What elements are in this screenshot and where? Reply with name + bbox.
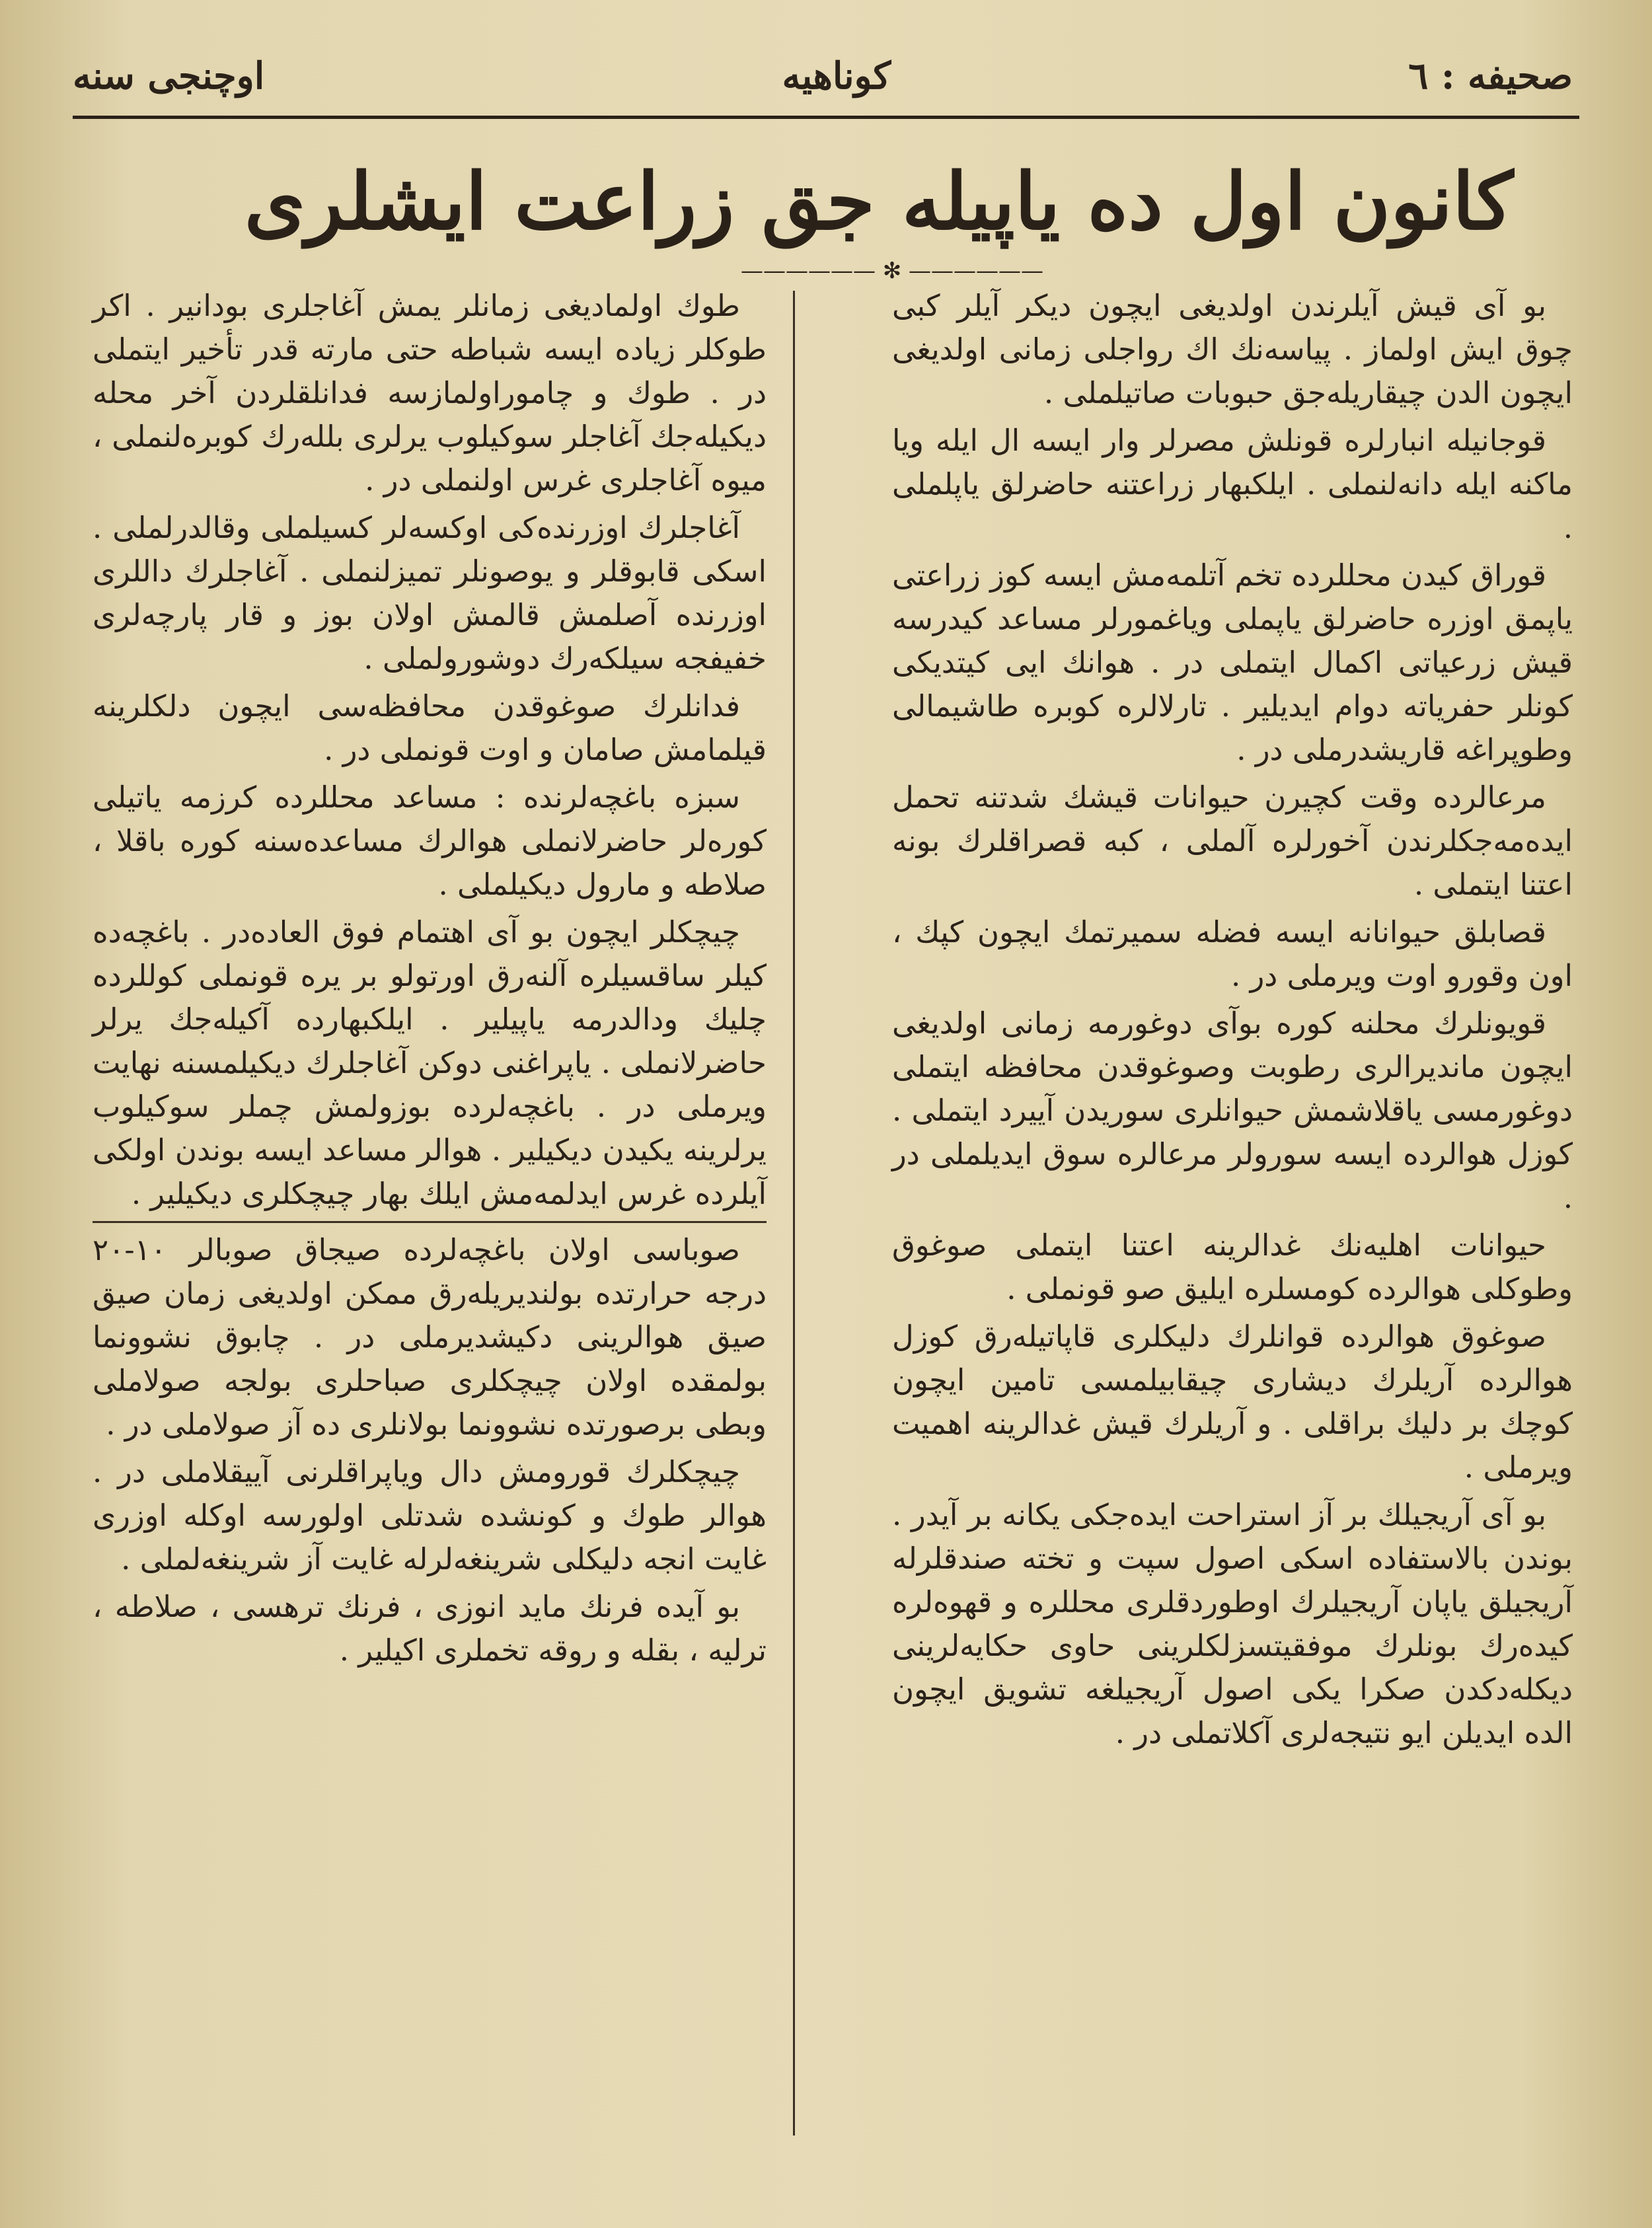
paragraph: سبزه باغچه‌لرنده : مساعد محللرده کرزمه یاتیلی کوره‌لر حاضرلانملی هوالرك مساعده‌سنه کوره باقلا ، صلاطه و مارول دیکیلملی . xyxy=(93,780,767,902)
paragraph: طوك اولمادیغی زمانلر یمش آغاجلری بودانیر . اکر طوکلر زیاده ایسه شباطه حتی مارته قدر تأخیر ایتملی در . طوك و چاموراولمازسه فدانلقلردن آخر محله دیکیله‌جك آغاجلر سوکیلوب یرلری بلله‌رك کوبره‌لنملی ، میوه آغاجلری غرس اولنملی در . xyxy=(93,288,767,498)
paragraph: حیوانات اهلیه‌نك غدالرینه اعتنا ایتملی صوغوق وطوکلی هوالرده کومسلره ایلیق صو قونملی . xyxy=(892,1228,1573,1306)
paragraph: بو آی قیش آیلرندن اولدیغی ایچون دیکر آیلر کبی چوق ایش اولماز . پیاسه‌نك اك رواجلی زمانی اولدیغی ایچون الدن چیقاریله‌جق حبوبات صاتیلملی . xyxy=(892,288,1573,410)
column-divider xyxy=(793,291,795,2135)
paragraph: صوغوق هوالرده قوانلرك دلیکلری قاپاتیله‌رق کوزل هوالرده آریلرك دیشاری چیقابیلمسی تامین ایچون کوچك بر دلیك براقلی . و آریلرك قیش غدالرینه اهمیت ویرملی . xyxy=(892,1319,1573,1485)
running-header xyxy=(73,46,1573,106)
paragraph: آغاجلرك اوزرنده‌کی اوکسه‌لر کسیلملی وقالدرلملی . اسکی قابوقلر و یوصونلر تمیزلنملی . آغاجلرك داللری اوزرنده آصلمش قالمش اولان بوز و قار پارچه‌لری خفیفجه سیلکه‌رك دوشورولملی . xyxy=(93,510,767,676)
right-column xyxy=(892,284,1573,2149)
publication-name: کوناهیه xyxy=(782,54,891,98)
paragraph: مرعالرده وقت کچیرن حیوانات قیشك شدتنه تحمل ایده‌مه‌جکلرندن آخورلره آلملی ، کبه قصراقلرك بونه اعتنا ایتملی . xyxy=(892,780,1573,902)
paragraph: صوباسی اولان باغچه‌لرده صیجاق صوبالر ١٠-٢٠ درجه حرارتده بولندیریله‌رق ممکن اولدیغی زمان صیق صیق هوالرینی دکیشدیرملی در . چابوق نشوونما بولمقده اولان چیچکلری صباحلری بولجه صولاملی وبطی برصورتده نشوونما بولانلری ده آز صولاملی در . xyxy=(93,1232,767,1442)
left-column xyxy=(93,284,767,2149)
header-rule xyxy=(73,116,1579,119)
ornament-divider: —————— ✻ —————— xyxy=(740,258,1044,284)
article-headline: کانون اول ده یاپیله جق زراعت ایشلری xyxy=(244,155,1514,247)
page-number: صحیفه : ٦ xyxy=(1408,54,1573,98)
paragraph: قوراق کیدن محللرده تخم آتلمه‌مش ایسه کوز زراعتی یاپمق اوزره حاضرلق یاپملی ویاغمورلر مساعد کیدرسه قیش زرعیاتی اکمال ایتملی در . هوانك ایی کیتدیکی کونلر حفریاته دوام ایدیلیر . تارلالره کوبره طاشیمالی وطوپراغه قاریشدرملی در . xyxy=(892,558,1573,767)
paragraph: بو آی آریجیلك بر آز استراحت ایده‌جکی یکانه بر آیدر . بوندن بالاستفاده اسکی اصول سپت و تخته صندقلرله آریجیلق یاپان آریجیلرك اوطوردقلری محللره و قهوه‌لره کیده‌رك بونلرك موفقیتسزلکلرینی حاوی حکایه‌لرینی دیکله‌دکدن صکرا یکی اصول آریجیلغه تشویق ایچون الده ایدیلن ایو نتیجه‌لری آکلاتملی در . xyxy=(892,1497,1573,1750)
paragraph: چیچکلر ایچون بو آی اهتمام فوق العاده‌در . باغچه‌ده کیلر ساقسیلره آلنه‌رق اورتولو بر یره قونملی کوللرده چلیك ودالدرمه یاپیلیر . ایلکبهارده آکیله‌جك یرلر حاضرلانملی . یاپراغنی دوکن آغاجلرك دیکیلمسنه نهایت ویرملی در . باغچه‌لرده بوزولمش چملر سوکیلوب یرلرینه یکیدن دیکیلیر . هوالر مساعد ایسه بوندن اولکی آیلرده غرس ایدلمه‌مش ایلك بهار چیچکلری دیکیلیر . xyxy=(93,914,767,1211)
paragraph: قصابلق حیوانانه ایسه فضله سمیرتمك ایچون کپك ، اون وقورو اوت ویرملی در . xyxy=(892,914,1573,993)
paragraph: بو آیده فرنك ماید انوزی ، فرنك ترهسی ، صلاطه ، ترلیه ، بقله و روقه تخملری اکیلیر . xyxy=(93,1589,767,1668)
year-label: اوچنجی سنه xyxy=(73,54,265,98)
section-separator xyxy=(93,1221,767,1223)
paragraph: قویونلرك محلنه کوره بوآی دوغورمه زمانی اولدیغی ایچون ماندیرالری رطوبت وصوغوقدن محافظه ایتملی دوغورمسی یاقلاشمش حیوانلری سوریدن آییرد ایتملی . کوزل هوالرده ایسه سورولر مرعالره سوق ایدیلملی در . xyxy=(892,1006,1573,1215)
paragraph: قوجانیله انبارلره قونلش مصرلر وار ایسه ال ایله ویا ماکنه ایله دانه‌لنملی . ایلکبهار زراعتنه حاضرلق یاپلملی . xyxy=(892,423,1573,545)
paragraph: فدانلرك صوغوقدن محافظه‌سی ایچون دلکلرینه قیلمامش صامان و اوت قونملی در . xyxy=(93,688,767,767)
paragraph: چیچکلرك قورومش دال ویاپراقلرنی آییقلاملی در . هوالر طوك و کونشده شدتلی اولورسه اوکله اوزری غایت انجه دلیکلی شرینغه‌لرله غایت آز شرینغه‌لملی . xyxy=(93,1454,767,1577)
